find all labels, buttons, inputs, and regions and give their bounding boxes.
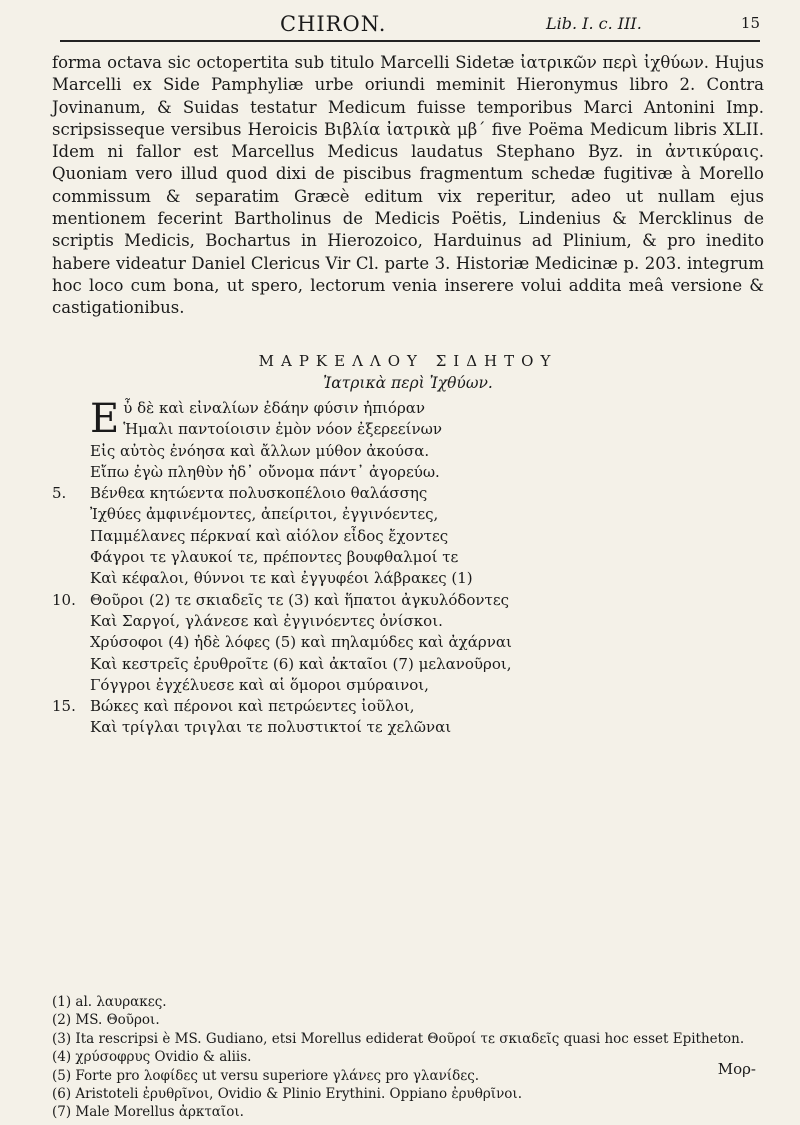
verse-line — [52, 419, 764, 440]
verse-text: Καὶ κεστρεῖς ἐρυθροῖτε (6) καὶ ἀκταῖοι (7) μελανοῦροι, — [90, 654, 512, 673]
footnote: (2) MS. Θοῦροι. — [52, 1012, 160, 1029]
page-number: 15 — [740, 14, 760, 32]
verse-line — [52, 632, 764, 653]
verse-text: Βώκες καὶ πέρονοι καὶ πετρώεντες ἰοῦλοι, — [90, 697, 415, 716]
verse-number: 15. — [52, 697, 76, 716]
verse-text: Καὶ τρίγλαι τριγλαι τε πολυστικτοί τε χελῶναι — [90, 718, 452, 737]
drop-cap: Ε — [90, 396, 120, 442]
running-title: CHIRON. — [280, 12, 387, 36]
verse-number: 10. — [52, 590, 76, 609]
verse-line — [52, 441, 764, 462]
verse-text: Φάγροι τε γλαυκοί τε, πρέποντες βουφθαλμοί τε — [90, 548, 459, 567]
verse-line — [52, 526, 764, 547]
footnote: (1) al. λαυρακες. — [52, 994, 167, 1010]
prose-paragraph — [52, 52, 764, 320]
verse-line — [52, 483, 764, 504]
header-rule — [60, 40, 760, 42]
verse-text: Θοῦροι (2) τε σκιαδεῖς τε (3) καὶ ἥπατοι ἀγκυλόδοντες — [90, 590, 510, 609]
running-header — [60, 8, 760, 38]
verse-text: Καὶ Σαργοί, γλάνεσε καὶ ἐγγινόεντες ὀνίσκοι. — [90, 611, 443, 630]
footnote: (6) Aristoteli ἐρυθρῖνοι, Ovidio & Plinio Erythini. Oppiano ἐρυθρῖνοι. — [52, 1086, 523, 1103]
verse-line — [52, 675, 764, 696]
verse-text: Εἴπω ἐγὼ πληθὺν ἠδ᾽ οὔνομα πάντ᾽ ἀγορεύω. — [90, 462, 440, 481]
verse-line — [52, 590, 764, 611]
verse-text: Καὶ κέφαλοι, θύννοι τε καὶ ἐγγυφέοι λάβρακες (1) — [90, 569, 473, 588]
verse-line — [52, 504, 764, 525]
verse-text: Εἰς αὐτὸς ἐνόησα καὶ ἄλλων μύθον ἀκούσα. — [90, 441, 430, 460]
footnote: (5) Forte pro λοφίδες ut versu superiore γλάνες pro γλανίδες. — [52, 1067, 480, 1084]
verse-line — [52, 611, 764, 632]
verse-line — [52, 462, 764, 483]
verse-line — [52, 547, 764, 568]
verse-text: Ἡμαλι παντοίοισιν ἐμὸν νόον ἐξερεείνων — [123, 420, 442, 439]
poem-author-heading: ΜΑΡΚΕΛΛΟΥ ΣΙΔΗΤΟΥ — [258, 352, 558, 370]
verse-text: ὖ δὲ καὶ εἰναλίων ἐδάην φύσιν ἠπιόραν — [123, 399, 426, 417]
poem-verses — [52, 398, 764, 739]
verse-line — [52, 654, 764, 675]
section-reference: Lib. I. c. III. — [546, 14, 642, 33]
catchword: Μορ- — [717, 1060, 756, 1078]
poem-title-block — [52, 352, 764, 392]
verse-number: 5. — [52, 484, 67, 503]
footnote: (3) Ita rescripsi è MS. Gudiano, etsi Morellus ediderat Θοῦροί τε σκιαδεῖς quasi hoc esset Epitheton. — [52, 1030, 745, 1047]
verse-text: Γόγγροι ἐγχέλυεσε καὶ αἱ ὅμοροι σμύραινοι, — [90, 675, 429, 694]
verse-text: Βένθεα κητώεντα πολυσκοπέλοιο θαλάσσης — [90, 484, 428, 503]
poem-subtitle: Ἰατρικὰ περὶ Ἰχθύων. — [323, 374, 493, 392]
prose-text: forma octava sic octopertita sub titulo Marcelli Sidetæ ἰατρικῶν περὶ ἰχθύων. Hujus Marcelli ex Side Pamphyliæ urbe oriundi meminit Hieronymus libro 2. Contra Jovinanum, & Suidas testatur Medicum fuisse temporibus Marci Antonini Imp. scripsisseque versibus Heroicis Βιβλία ἰατρικὰ μβ´ five Poëma Medicum libris XLII. Idem ni fallor est Marcellus Medicus laudatus Stephano Byz. in ἀντικύραις. Quoniam vero illud quod dixi de piscibus fragmentum schedæ fugitivæ à Morello commissum & separatim Græcè editum vix reperitur, adeo ut nullam ejus mentionem fecerint Bartholinus de Medicis Poëtis, Lindenius & Mercklinus de scriptis Medicis, Bochartus in Hierozoico, Harduinus ad Plinium, & pro inedito habere videatur Daniel Clericus Vir Cl. parte 3. Historiæ Medicinæ p. 203. integrum hoc loco cum bona, ut spero, lectorum venia inserere volui addita meâ versione & castigationibus. — [52, 53, 764, 318]
verse-line — [52, 696, 764, 717]
footnotes — [52, 993, 764, 1122]
verse-line — [52, 717, 764, 738]
footnote: (4) χρύσοφρυς Ovidio & aliis. — [52, 1049, 252, 1066]
verse-text: Παμμέλανες πέρκναί καὶ αἰόλον εἶδος ἔχοντες — [90, 526, 449, 545]
footnote: (7) Male Morellus ἀρκταῖοι. — [52, 1104, 244, 1121]
verse-text: Ἰχθύες ἀμφινέμοντες, ἀπείριτοι, ἐγγινόεντες, — [90, 505, 439, 524]
verse-text: Χρύσοφοι (4) ἠδὲ λόφες (5) καὶ πηλαμύδες καὶ ἀχάρναι — [90, 633, 512, 652]
verse-line — [52, 568, 764, 589]
